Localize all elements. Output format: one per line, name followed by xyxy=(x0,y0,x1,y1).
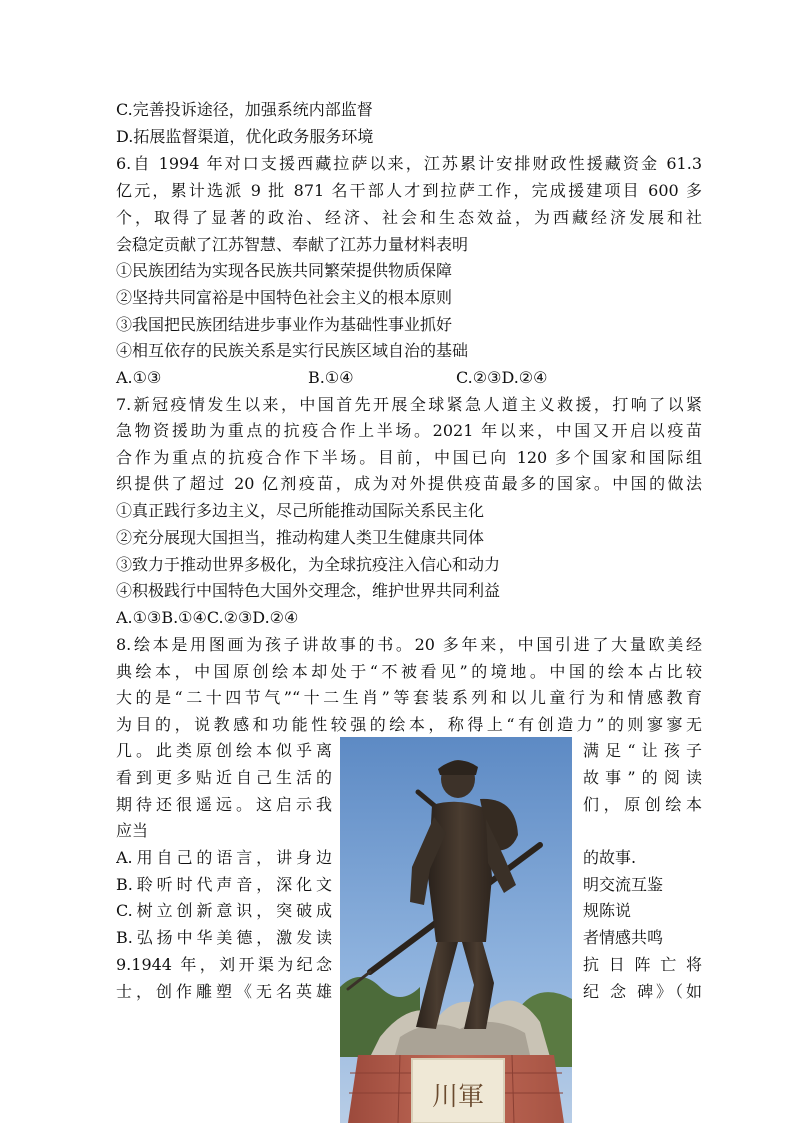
wrap-left-line: 期待还很遥远。这启示我 xyxy=(116,795,332,814)
wrap-left-line: 士，创作雕塑《无名英雄 xyxy=(116,982,332,1001)
statement-1: ①民族团结为实现各民族共同繁荣提供物质保障 xyxy=(116,261,453,280)
text-line: 急物资援助为重点的抗疫合作上半场。2021 年以来，中国又开启以疫苗 xyxy=(116,421,702,440)
statement-2: ②坚持共同富裕是中国特色社会主义的根本原则 xyxy=(116,288,453,307)
wrap-left-line: 看到更多贴近自己生活的 xyxy=(116,768,332,787)
wrap-right-line: 规陈说 xyxy=(583,901,632,920)
text-line: 典绘本，中国原创绘本却处于“不被看见”的境地。中国的绘本占比较 xyxy=(116,662,702,681)
wrap-right-line: 故事”的阅读 xyxy=(583,768,702,787)
text-line: 会稳定贡献了江苏智慧、奉献了江苏力量材料表明 xyxy=(116,235,469,254)
text-line: 大的是“二十四节气”“十二生肖”等套装系列和以儿童行为和情感教育 xyxy=(116,688,702,707)
text-line: C.完善投诉途径，加强系统内部监督 xyxy=(116,100,373,119)
wrap-right-line: 满足“让孩子 xyxy=(583,741,702,760)
question-7-options: A.①③B.①④C.②③D.②④ xyxy=(116,608,299,627)
option-a: A.用自己的语言，讲身边 xyxy=(116,848,332,867)
option-c: C.树立创新意识，突破成 xyxy=(116,901,332,920)
plaque-text: 川軍 xyxy=(431,1082,485,1112)
statue-photo xyxy=(340,737,572,1123)
option-b: B.聆听时代声音，深化文 xyxy=(116,875,332,894)
question-7-stem: 7.新冠疫情发生以来，中国首先开展全球紧急人道主义救援，打响了以紧 xyxy=(116,395,702,414)
wrap-right-line: 明交流互鉴 xyxy=(583,875,664,894)
text-line: 亿元，累计选派 9 批 871 名干部人才到拉萨工作，完成援建项目 600 多 xyxy=(116,181,702,200)
statue-illustration xyxy=(340,737,572,1123)
statement-3: ③致力于推动世界多极化，为全球抗疫注入信心和动力 xyxy=(116,555,501,574)
wrap-left-line: 应当 xyxy=(116,821,149,840)
statement-2: ②充分展现大国担当，推动构建人类卫生健康共同体 xyxy=(116,528,485,547)
option-c-d: C.②③D.②④ xyxy=(456,368,548,387)
wrap-right-line: 者情感共鸣 xyxy=(583,928,664,947)
wrap-right-line: 的故事. xyxy=(583,848,637,867)
wrap-left-line: 几。此类原创绘本似乎离 xyxy=(116,741,332,760)
statement-1: ①真正践行多边主义，尽己所能推动国际关系民主化 xyxy=(116,501,485,520)
text-line: 织提供了超过 20 亿剂疫苗，成为对外提供疫苗最多的国家。中国的做法 xyxy=(116,474,702,493)
wrap-right-line: 抗 日 阵 亡 将 xyxy=(583,955,702,974)
statement-4: ④相互依存的民族关系是实行民族区域自治的基础 xyxy=(116,341,469,360)
wrap-right-line: 们，原创绘本 xyxy=(583,795,702,814)
statement-4: ④积极践行中国特色大国外交理念，维护世界共同利益 xyxy=(116,581,501,600)
question-8-stem: 8.绘本是用图画为孩子讲故事的书。20 多年来，中国引进了大量欧美经 xyxy=(116,635,702,654)
text-line: 合作为重点的抗疫合作下半场。目前，中国已向 120 多个国家和国际组 xyxy=(116,448,702,467)
wrap-right-line: 纪 念 碑》（如 xyxy=(583,982,702,1001)
text-line: D.拓展监督渠道，优化政务服务环境 xyxy=(116,127,374,146)
statement-3: ③我国把民族团结进步事业作为基础性事业抓好 xyxy=(116,315,453,334)
option-d: B.弘扬中华美德，激发读 xyxy=(116,928,332,947)
question-9-stem: 9.1944 年，刘开渠为纪念 xyxy=(116,955,332,974)
text-line: 为目的，说教感和功能性较强的绘本，称得上“有创造力”的则寥寥无 xyxy=(116,715,702,734)
question-6-stem: 6.自 1994 年对口支援西藏拉萨以来，江苏累计安排财政性援藏资金 61.3 xyxy=(116,154,702,173)
text-line: 个，取得了显著的政治、经济、社会和生态效益，为西藏经济发展和社 xyxy=(116,208,702,227)
option-b: B.①④ xyxy=(308,368,354,387)
option-a: A.①③ xyxy=(116,368,162,387)
